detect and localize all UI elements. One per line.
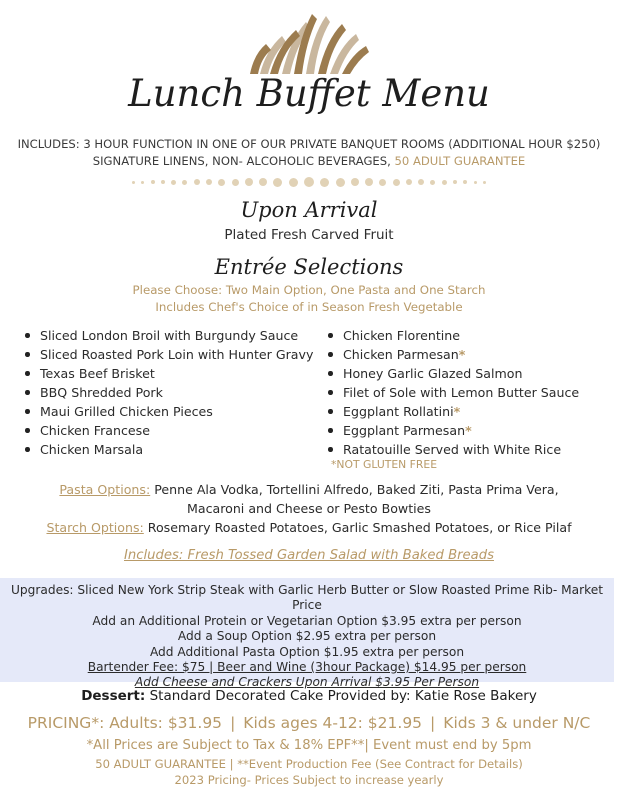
dessert-text: Standard Decorated Cake Provided by: Katie Rose Bakery [145,688,537,704]
list-item: Ratatouille Served with White Rice [328,440,579,459]
vegetable-line: Includes Chef's Choice of in Season Fresh Vegetable [155,300,463,314]
sunburst-logo-icon [244,8,374,74]
entree-instructions [0,282,618,316]
pricing-year-note: 2023 Pricing- Prices Subject to increase yearly [174,773,444,787]
upon-arrival-item: Plated Fresh Carved Fruit [224,227,394,243]
upgrade-line: Add a Soup Option $2.95 extra per person [177,629,437,644]
starch-options-label: Starch Options: [46,520,144,535]
pasta-options-text: Penne Ala Vodka, Tortellini Alfredo, Baked Ziti, Pasta Prima Vera, [150,482,559,497]
list-item: Filet of Sole with Lemon Butter Sauce [328,383,579,402]
cheese-crackers-line: Add Cheese and Crackers Upon Arrival $3.95 Per Person [134,675,480,690]
bartender-fee-line: Bartender Fee: $75 | Beer and Wine (3hour Package) $14.95 per person [87,660,527,675]
pasta-line-2: Macaroni and Cheese or Pesto Bowties [187,501,431,516]
price-separator: | [230,714,236,732]
list-item-text: Chicken Parmesan [343,347,459,362]
page-title: Lunch Buffet Menu [128,72,490,115]
entree-list-left [25,326,313,459]
upon-arrival-heading: Upon Arrival [240,198,378,222]
not-gluten-free-star: * [458,347,466,362]
pricing-line [0,714,618,732]
includes-line-2 [0,153,618,170]
entree-list-right [328,326,579,459]
list-item-text: Eggplant Rollatini [343,404,454,419]
not-gluten-free-star: * [465,423,472,438]
adult-price: PRICING*: Adults: $31.95 [27,714,223,732]
price-separator: | [430,714,436,732]
list-item [328,421,579,440]
upgrade-line: Upgrades: Sliced New York Strip Steak with Garlic Herb Butter or Slow Roasted Prime Rib- Market Price [10,583,604,613]
kids-price: Kids ages 4-12: $21.95 [243,714,423,732]
dessert-line [0,688,618,704]
not-gluten-free-star: * [453,404,461,419]
includes-note [0,136,618,170]
list-item: Honey Garlic Glazed Salmon [328,364,579,383]
not-gluten-free-note: *NOT GLUTEN FREE [331,458,438,471]
list-item [328,402,579,421]
includes-line-2-text: SIGNATURE LINENS, NON- ALCOHOLIC BEVERAGES, [92,154,395,168]
list-item: Chicken Francese [25,421,313,440]
small-kids-price: Kids 3 & under N/C [443,714,591,732]
upgrades-panel [0,578,614,690]
starch-options-text: Rosemary Roasted Potatoes, Garlic Smashed Potatoes, or Rice Pilaf [143,520,572,535]
list-item: Chicken Marsala [25,440,313,459]
includes-line-1: INCLUDES: 3 HOUR FUNCTION IN ONE OF OUR PRIVATE BANQUET ROOMS (ADDITIONAL HOUR $250) [17,137,601,151]
entree-heading: Entrée Selections [214,255,404,279]
list-item: Chicken Florentine [328,326,579,345]
list-item: Maui Grilled Chicken Pieces [25,402,313,421]
upgrade-line: Add an Additional Protein or Vegetarian Option $3.95 extra per person [92,613,522,628]
pasta-starch-options [0,480,618,537]
guarantee-highlight: 50 ADULT GUARANTEE [394,154,526,168]
list-item: Sliced London Broil with Burgundy Sauce [25,326,313,345]
dessert-label: Dessert: [81,688,146,704]
guarantee-note: 50 ADULT GUARANTEE | **Event Production Fee (See Contract for Details) [95,757,523,771]
dotted-divider [132,176,486,188]
list-item: Texas Beef Brisket [25,364,313,383]
tax-note: *All Prices are Subject to Tax & 18% EPF**| Event must end by 5pm [86,738,532,753]
list-item [328,345,579,364]
starch-line [0,518,618,537]
pasta-options-label: Pasta Options: [59,482,151,497]
upgrade-line: Add Additional Pasta Option $1.95 extra per person [149,644,465,659]
list-item: BBQ Shredded Pork [25,383,313,402]
salad-note: Includes: Fresh Tossed Garden Salad with Baked Breads [124,548,494,563]
pasta-line-1 [0,480,618,499]
list-item-text: Eggplant Parmesan [343,423,466,438]
choose-line: Please Choose: Two Main Option, One Pasta and One Starch [132,283,486,297]
list-item: Sliced Roasted Pork Loin with Hunter Gravy [25,345,313,364]
